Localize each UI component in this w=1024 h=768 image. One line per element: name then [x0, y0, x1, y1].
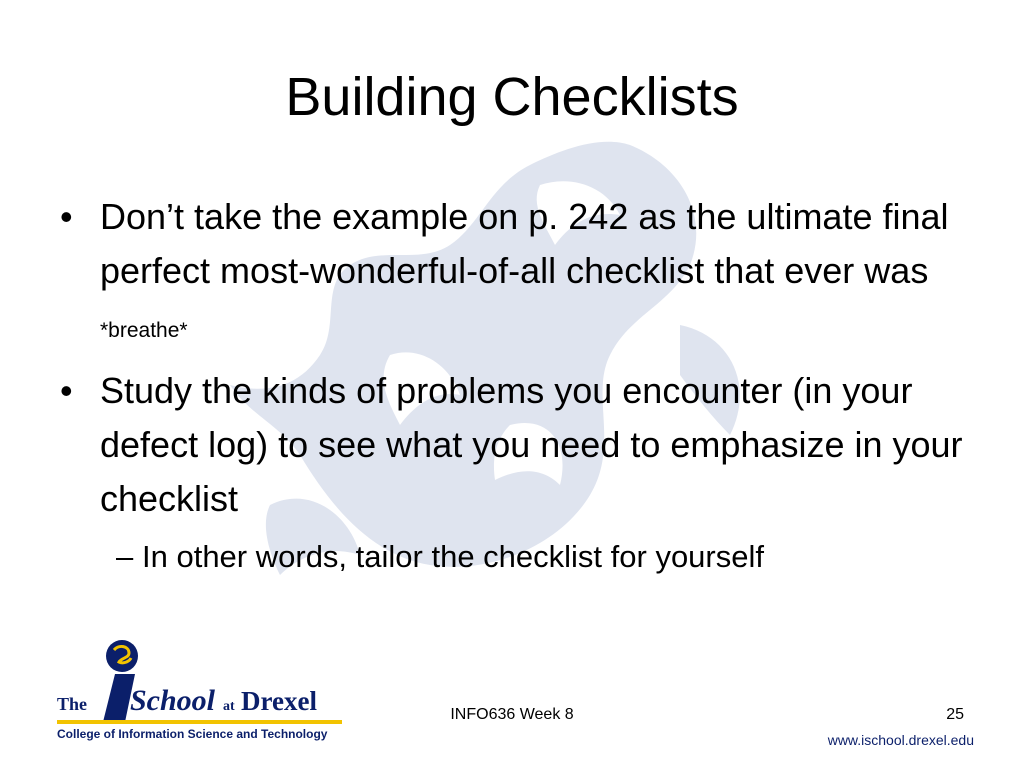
- sub-bullet-text: In other words, tailor the checklist for yourself: [142, 539, 764, 574]
- bullet-list: [60, 190, 990, 582]
- bullet-marker: •: [60, 370, 73, 411]
- logo-tagline-text: College of Information Science and Technology: [57, 727, 328, 741]
- bullet-text: Don’t take the example on p. 242 as the ultimate final perfect most-wonderful-of-all checklist that ever was: [100, 196, 949, 291]
- slide-title: Building Checklists: [285, 67, 739, 127]
- sub-bullet-item: [60, 532, 990, 582]
- bullet-item: [60, 364, 990, 526]
- logo-drexel-text: Drexel: [241, 686, 317, 716]
- bullet-aside-text: *breathe*: [100, 319, 188, 342]
- logo-at-text: at: [223, 699, 235, 714]
- bullet-item: [60, 190, 990, 358]
- footer-url: www.ischool.drexel.edu: [827, 732, 974, 748]
- bullet-text: Study the kinds of problems you encounter (in your defect log) to see what you need to emphasize in your checklist: [100, 370, 963, 519]
- footer-course-label: INFO636 Week 8: [450, 706, 574, 723]
- slide-page-number: 25: [946, 706, 964, 723]
- ischool-drexel-logo: [57, 638, 347, 748]
- logo-the-text: The: [57, 694, 88, 714]
- logo-school-text: School: [130, 684, 216, 717]
- sub-bullet-marker: –: [116, 539, 134, 574]
- bullet-marker: •: [60, 196, 73, 237]
